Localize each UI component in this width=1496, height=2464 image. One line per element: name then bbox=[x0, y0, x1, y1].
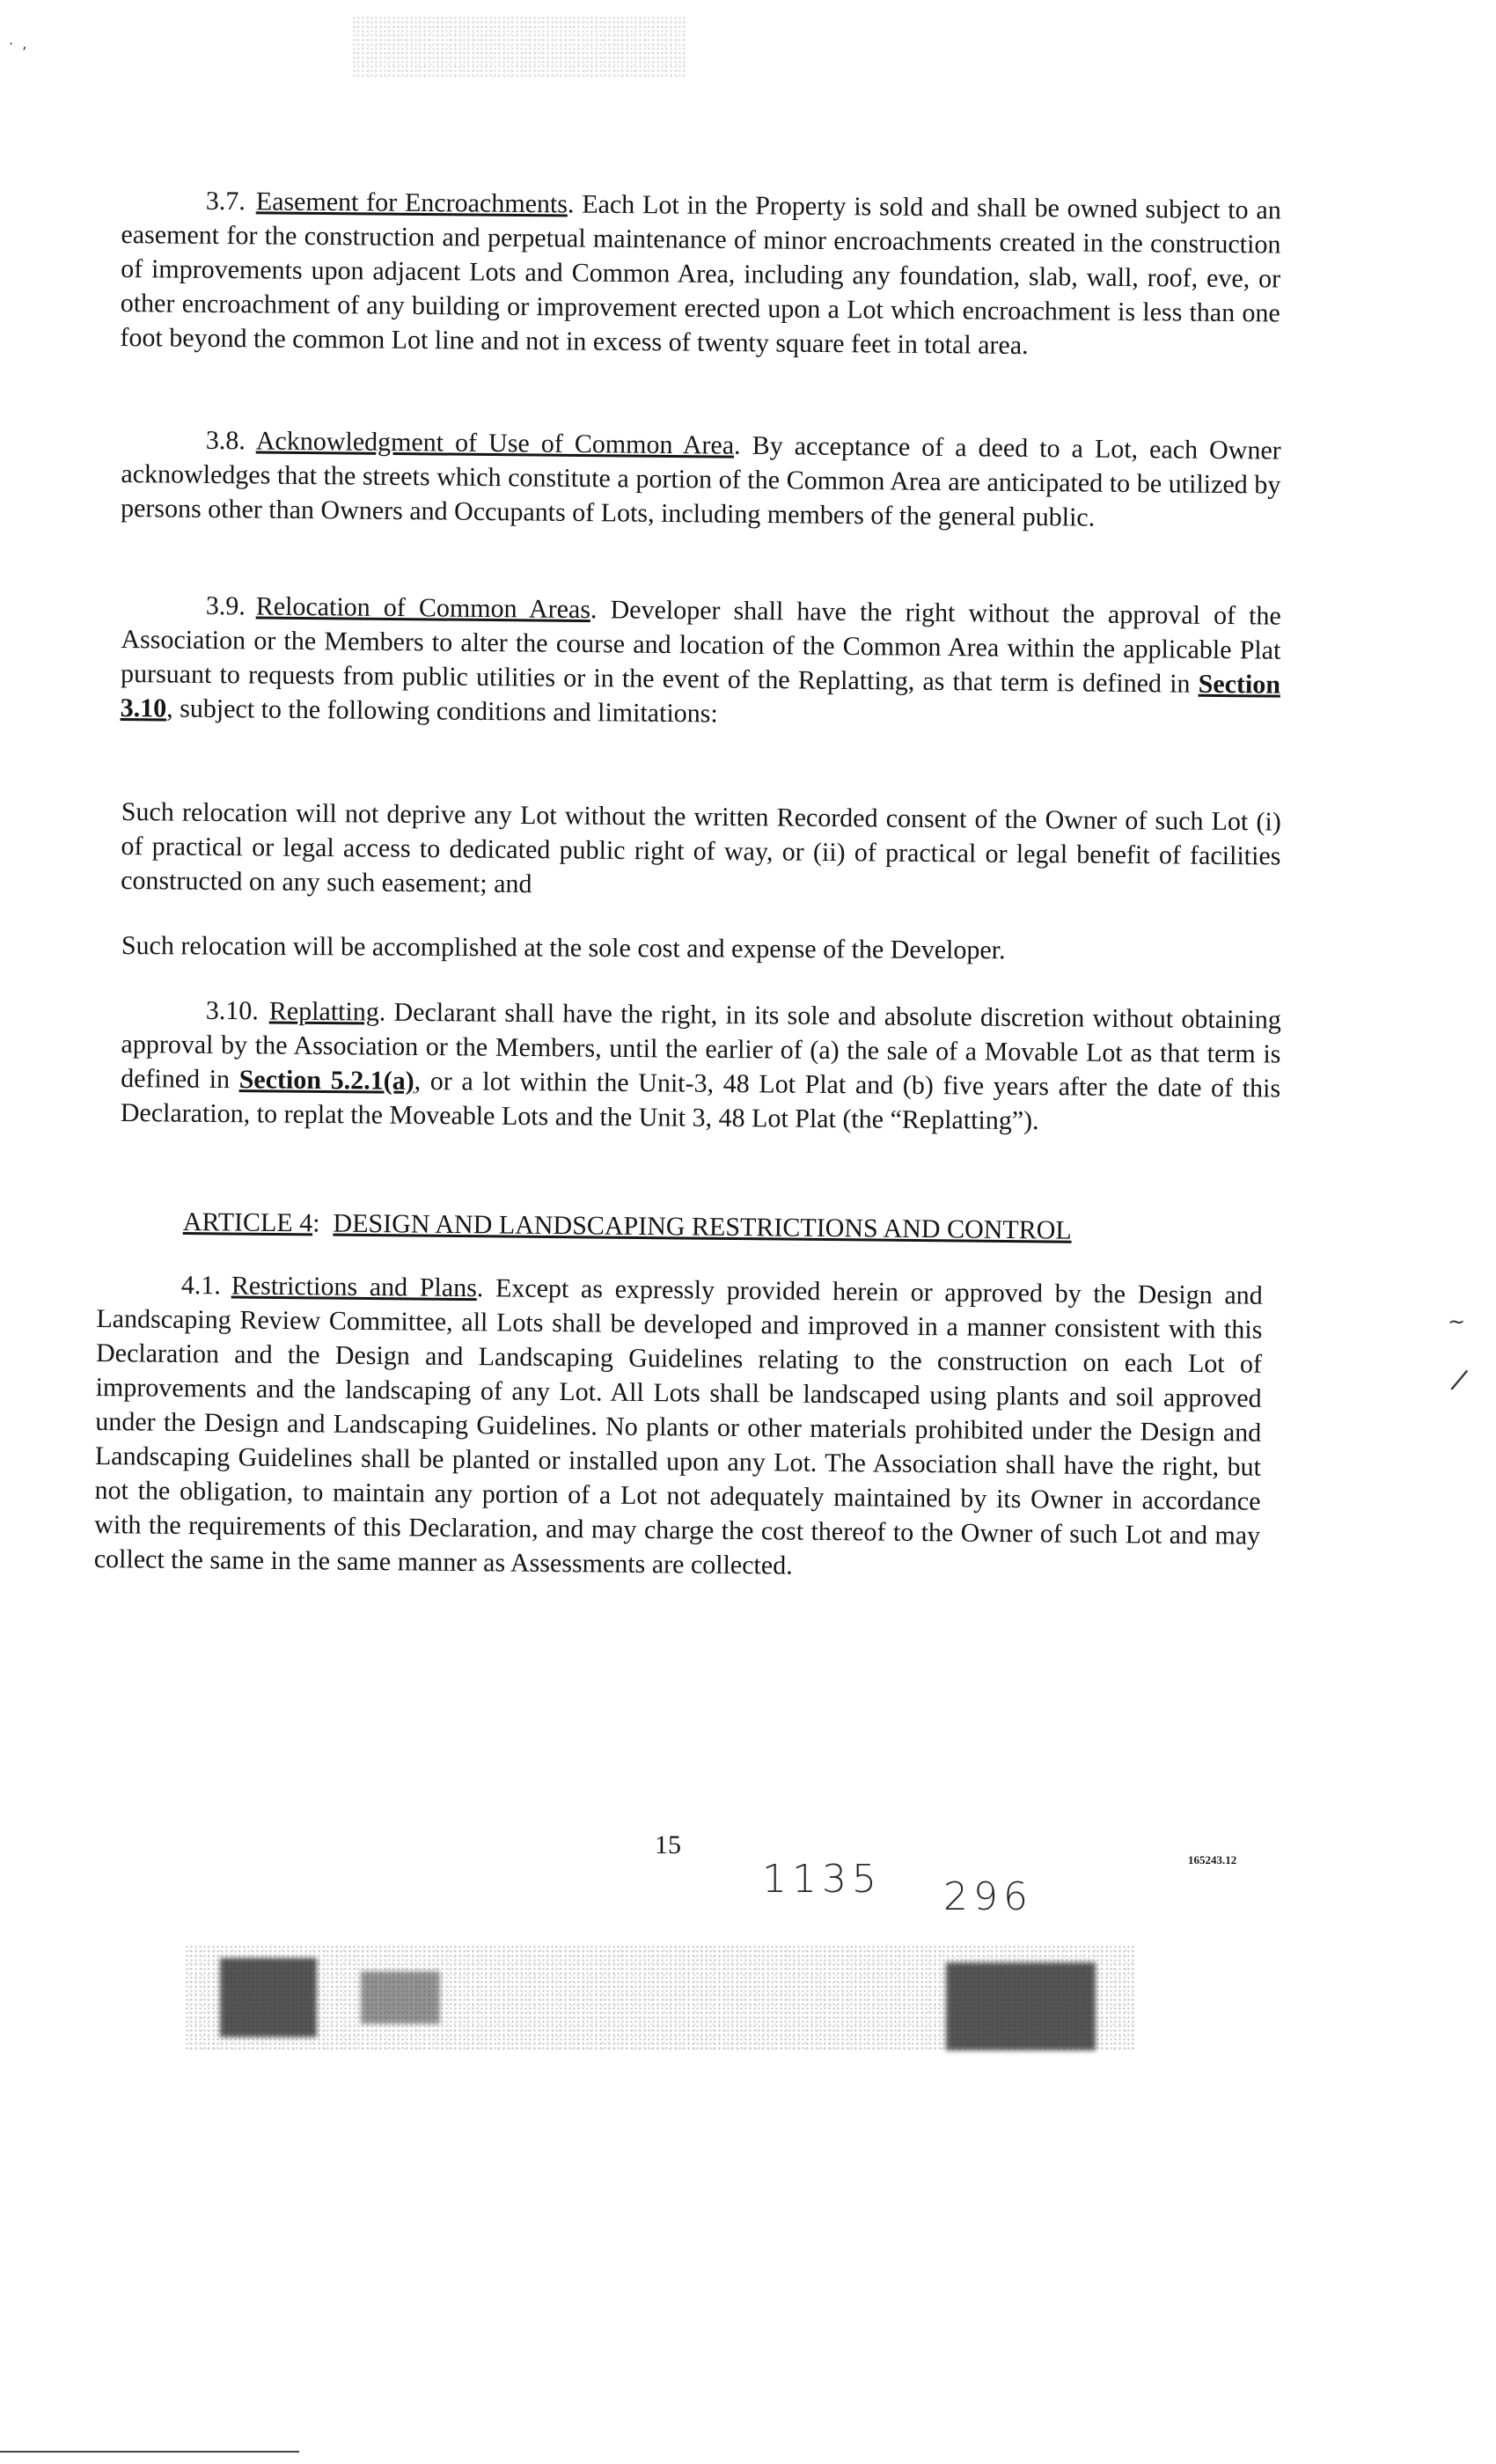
margin-mark: · , bbox=[9, 35, 27, 52]
margin-mark: ~ bbox=[1448, 1309, 1466, 1334]
section-3-10-paragraph bbox=[121, 993, 1281, 1140]
scan-artifact bbox=[946, 1962, 1096, 2050]
section-heading: Acknowledgment of Use of Common Area bbox=[255, 426, 735, 460]
document-id: 165243.12 bbox=[1188, 1853, 1237, 1866]
section-number: 4.1. bbox=[180, 1270, 221, 1301]
section-4-1-paragraph bbox=[94, 1267, 1263, 1588]
section-3-8-paragraph bbox=[121, 422, 1281, 537]
section-heading: Replatting bbox=[268, 996, 379, 1027]
page-number: 15 bbox=[655, 1830, 681, 1859]
section-number: 3.10. bbox=[205, 995, 259, 1026]
section-heading: Restrictions and Plans bbox=[231, 1271, 477, 1303]
scan-artifact bbox=[361, 1971, 440, 2024]
section-3-7-paragraph bbox=[120, 183, 1281, 364]
recording-stamp-page: 296 bbox=[943, 1874, 1033, 1919]
article-title: DESIGN AND LANDSCAPING RESTRICTIONS AND CONTROL bbox=[333, 1208, 1072, 1245]
section-reference: Section 3.10 bbox=[120, 669, 1281, 723]
section-number: 3.7. bbox=[205, 186, 246, 216]
section-number: 3.9. bbox=[205, 590, 246, 621]
section-reference: Section 5.2.1(a) bbox=[238, 1065, 414, 1096]
scan-artifact bbox=[220, 1958, 317, 2037]
condition-paragraph-1: Such relocation will not deprive any Lot without the written Recorded consent of the Owner of such Lot (i) of practical or legal access to dedicated public right of way, or (ii) of practical or legal benefit of facilities constructed on any such easement; and bbox=[121, 796, 1281, 899]
article-separator: : bbox=[312, 1208, 320, 1238]
section-body: , subject to the following conditions and limitations: bbox=[166, 693, 718, 729]
section-body: . Each Lot in the Property is sold and shall be owned subject to an easement for the construction and perpetual maintenance of minor encroachments created in the construction of improvements upon adjacent Lots and Common Area, including any foundation, slab, wall, roof, eve, or other encroachment of any building or improvement erected upon a Lot which encroachment is less than one foot beyond the common Lot line and not in excess of twenty square feet in total area. bbox=[120, 189, 1281, 361]
section-body: . Declarant shall have the right, in its sole and absolute discretion without obtaining approval by the Association or the Members, until the earlier of (a) the sale of a Movable Lot as that term is defined in bbox=[121, 997, 1281, 1095]
condition-paragraph-2: Such relocation will be accomplished at the sole cost and expense of the Developer. bbox=[121, 931, 1006, 965]
section-body: . By acceptance of a deed to a Lot, each Owner acknowledges that the streets which constitute a portion of the Common Area are anticipated to be utilized by persons other than Owners and Occupants of Lots, including members of the general public. bbox=[120, 430, 1281, 532]
section-body: . Except as expressly provided herein or approved by the Design and Landscaping Review Committee, all Lots shall be developed and improved in a manner consistent with this Declaration and the Design and Landscaping Guidelines relating to the construction on each Lot of improvements and the landscaping of any Lot. All Lots shall be landscaped using plants and soil approved under the Design and Landscaping Guidelines. No plants or other materials prohibited under the Design and Landscaping Guidelines shall be planted or installed upon any Lot. The Association shall have the right, but not the obligation, to maintain any portion of a Lot not adequately maintained by its Owner in accordance with the requirements of this Declaration, and may charge the cost thereof to the Owner of such Lot and may collect the same in the same manner as Assessments are collected. bbox=[93, 1273, 1263, 1580]
section-body: , or a lot within the Unit-3, 48 Lot Plat and (b) five years after the date of this Declaration, to replat the Moveable Lots and the Unit 3, 48 Lot Plat (the “Replatting”). bbox=[120, 1066, 1281, 1136]
scan-edge-line bbox=[0, 2451, 299, 2453]
section-heading: Easement for Encroachments bbox=[255, 187, 568, 219]
article-4-heading bbox=[183, 1206, 1195, 1249]
section-number: 3.8. bbox=[205, 425, 246, 456]
article-label: ARTICLE 4 bbox=[182, 1206, 313, 1238]
section-3-9-paragraph bbox=[121, 588, 1281, 737]
section-heading: Relocation of Common Areas bbox=[255, 591, 591, 625]
section-body: . Developer shall have the right without the approval of the Association or the Members to alter the course and location of the Common Area within the applicable Plat pursuant to requests from public utilities or in the event of the Replatting, as that term is defined in bbox=[120, 595, 1281, 699]
margin-mark: | bbox=[1448, 1364, 1473, 1393]
recording-stamp-book: 1135 bbox=[762, 1857, 882, 1902]
scan-noise-top bbox=[352, 16, 686, 77]
